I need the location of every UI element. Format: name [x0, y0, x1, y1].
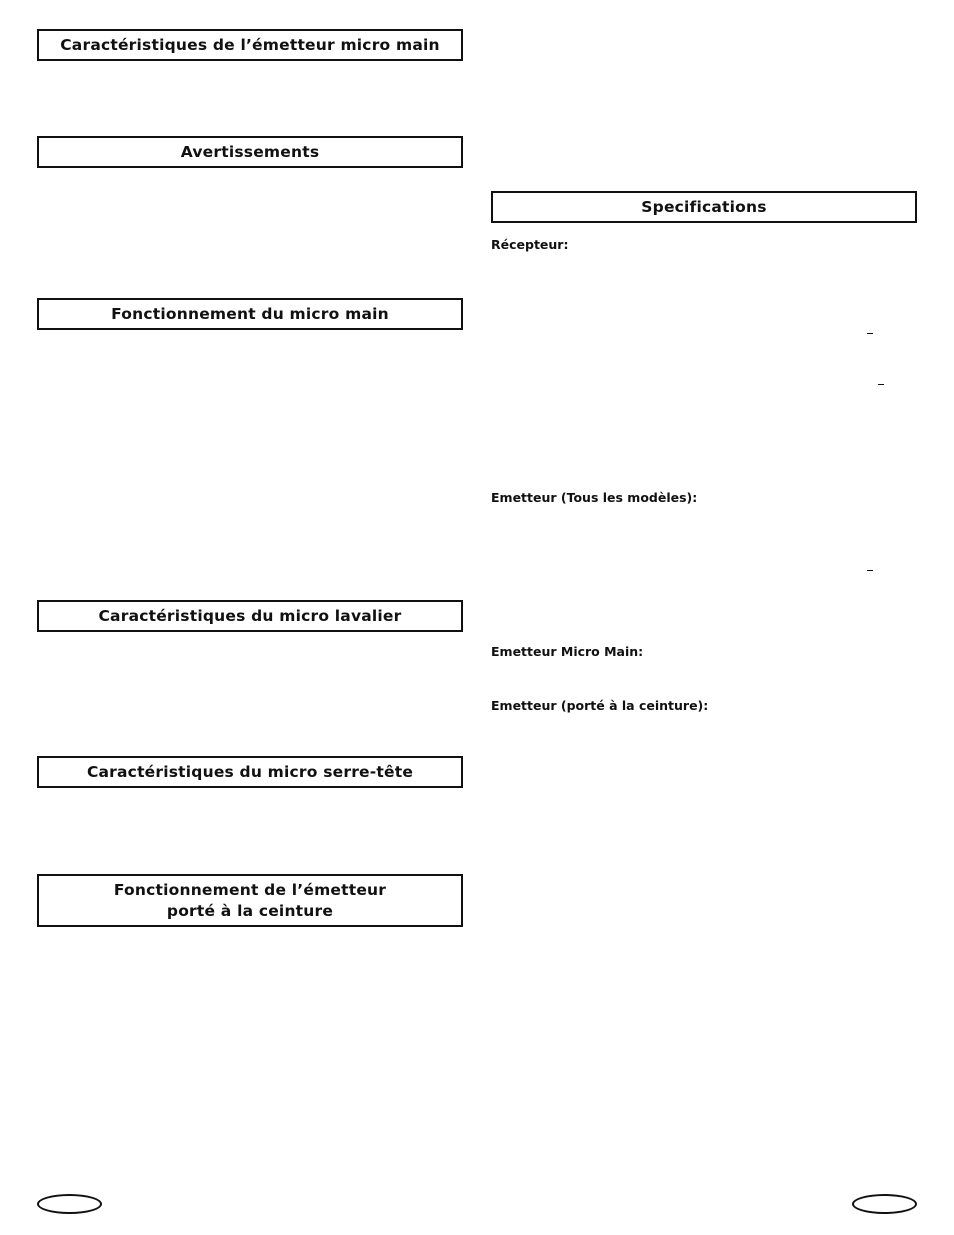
heading-beltpack-operation [37, 874, 463, 927]
heading-handheld-transmitter-features: Caractéristiques de l’émetteur micro main [37, 29, 463, 61]
underscore-mark [867, 570, 873, 571]
page-number-oval-left [37, 1194, 102, 1214]
heading-lavalier-features: Caractéristiques du micro lavalier [37, 600, 463, 632]
page-number-oval-right [852, 1194, 917, 1214]
underscore-mark [867, 333, 873, 334]
spec-label-receiver: Récepteur: [491, 237, 569, 252]
heading-beltpack-operation-line1: Fonctionnement de l’émetteur [113, 880, 387, 899]
heading-handheld-operation: Fonctionnement du micro main [37, 298, 463, 330]
heading-beltpack-operation-line2: porté à la ceinture [166, 901, 334, 920]
spec-label-handheld-transmitter: Emetteur Micro Main: [491, 644, 644, 659]
heading-warnings: Avertissements [37, 136, 463, 168]
heading-headset-features: Caractéristiques du micro serre-tête [37, 756, 463, 788]
spec-label-transmitter-all-models: Emetteur (Tous les modèles): [491, 490, 698, 505]
spec-label-beltpack-transmitter: Emetteur (porté à la ceinture): [491, 698, 709, 713]
heading-specifications: Specifications [491, 191, 917, 223]
underscore-mark [878, 384, 884, 385]
